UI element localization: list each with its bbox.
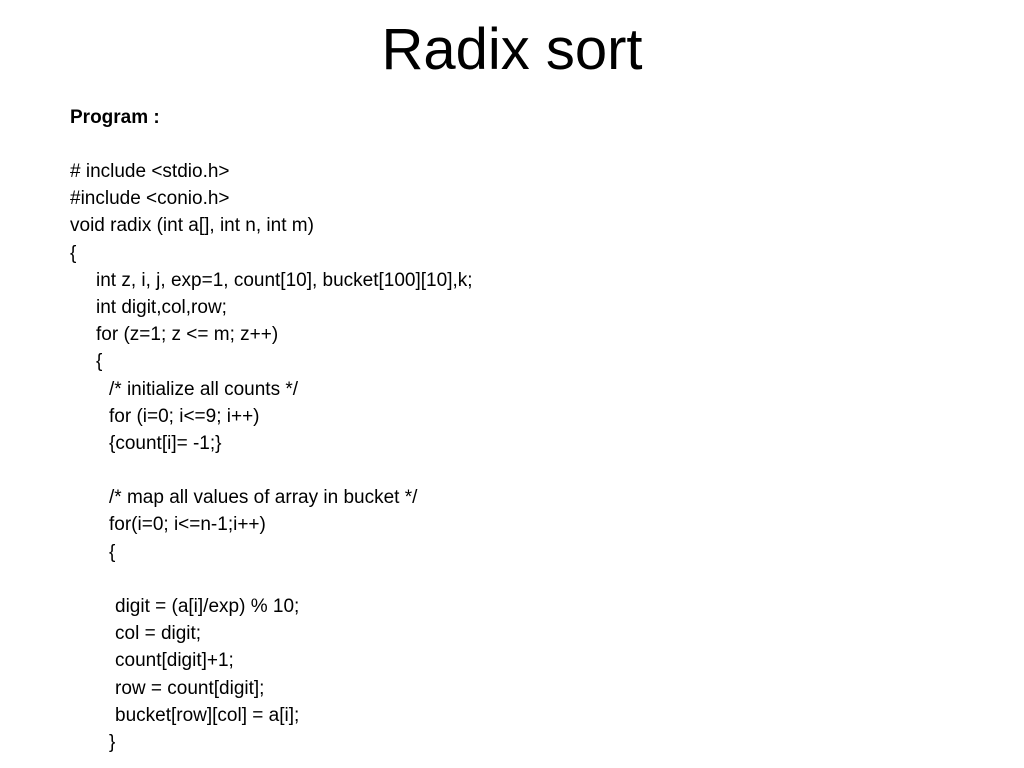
code-line: bucket[row][col] = a[i]; xyxy=(115,704,300,726)
code-line: int z, i, j, exp=1, count[10], bucket[100][10],k; xyxy=(96,269,473,291)
code-line: # include <stdio.h> xyxy=(70,161,230,182)
code-line: {count[i]= -1;} xyxy=(109,432,222,454)
code-line xyxy=(70,566,970,593)
program-heading: Program : xyxy=(70,107,160,128)
code-line: } xyxy=(109,731,116,753)
code-line: { xyxy=(70,242,77,264)
code-line: int digit,col,row; xyxy=(96,296,227,318)
code-line: #include <conio.h> xyxy=(70,188,230,210)
code-block xyxy=(70,158,970,756)
code-line: digit = (a[i]/exp) % 10; xyxy=(115,596,300,617)
code-line: { xyxy=(109,541,116,563)
code-line xyxy=(70,457,970,484)
code-line: for (z=1; z <= m; z++) xyxy=(96,324,279,346)
code-line: void radix (int a[], int n, int m) xyxy=(70,215,314,237)
code-line: for (i=0; i<=9; i++) xyxy=(109,405,260,427)
code-line: col = digit; xyxy=(115,623,202,645)
code-line: for(i=0; i<=n-1;i++) xyxy=(109,514,266,536)
code-line: row = count[digit]; xyxy=(115,677,265,699)
code-line: count[digit]+1; xyxy=(115,650,234,672)
slide-title: Radix sort xyxy=(381,17,643,82)
code-line: /* map all values of array in bucket */ xyxy=(109,487,418,509)
code-line: /* initialize all counts */ xyxy=(109,378,299,400)
code-line: { xyxy=(96,351,103,373)
